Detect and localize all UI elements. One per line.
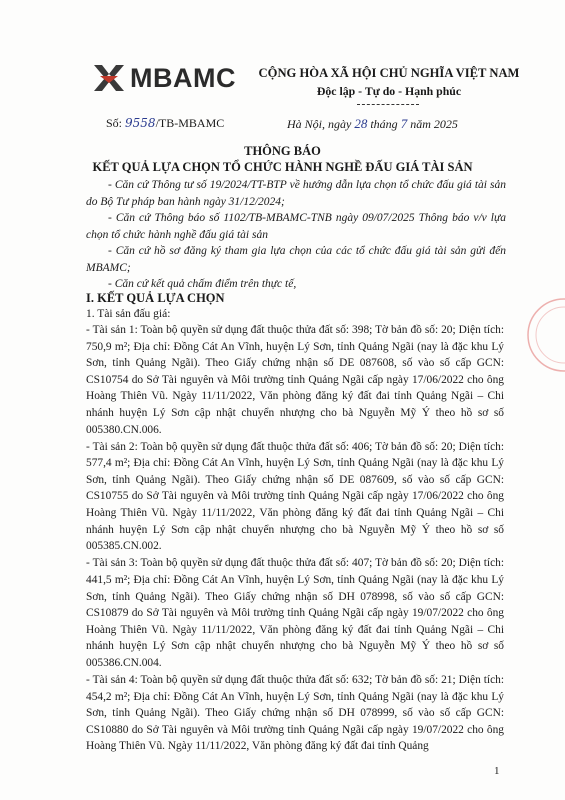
month-handwritten: 7	[400, 116, 408, 131]
section-subheading: 1. Tài sản đấu giá:	[86, 308, 171, 320]
asset-item: - Tài sản 3: Toàn bộ quyền sử dụng đất thuộc thửa đất số: 407; Tờ bản đồ số: 20; Diện tích: 441,5 m²; Địa chỉ: Đồng Cát An Vĩnh, huyện Lý Sơn, tỉnh Quảng Ngãi (nay là đặc khu Lý Sơn, tỉnh Quảng Ngãi). Theo Giấy chứng nhận số DH 078998, số vào số cấp GCN: CS10879 do Sở Tài nguyên và Môi trường tỉnh Quảng Ngãi cấp ngày 19/07/2022 cho ông Hoàng Thiên Vũ. Ngày 11/11/2022, Văn phòng đăng ký đất đai tỉnh Quảng Ngãi – Chi nhánh huyện Lý Sơn cập nhật chuyển nhượng cho bà Nguyễn Mỹ Ý theo hồ sơ số 005386.CN.004.	[86, 557, 504, 669]
place-date-prefix: Hà Nội, ngày	[287, 117, 352, 131]
motto-underline	[357, 104, 419, 105]
document-number	[106, 116, 224, 131]
basis-item: - Căn cứ Thông báo số 1102/TB-MBAMC-TNB ngày 09/07/2025 Thông báo v/v lựa chọn tổ chức hành nghề đấu giá tài sản	[86, 212, 506, 241]
doc-number-suffix: /TB-MBAMC	[155, 116, 225, 130]
mbamc-logo	[92, 62, 236, 94]
doc-number-handwritten: 9558	[125, 116, 156, 130]
national-motto: Độc lập - Tự do - Hạnh phúc	[316, 84, 462, 98]
asset-list	[86, 322, 504, 755]
place-and-date	[287, 116, 458, 132]
logo-wordmark: MBAMC	[130, 62, 236, 93]
day-handwritten: 28	[354, 116, 368, 131]
mbamc-logo-icon	[92, 63, 126, 93]
legal-basis	[86, 177, 506, 293]
national-title: CỘNG HÒA XÃ HỘI CHỦ NGHĨA VIỆT NAM	[258, 66, 520, 80]
document-subtitle: KẾT QUẢ LỰA CHỌN TỔ CHỨC HÀNH NGHỀ ĐẤU GIÁ TÀI SẢN	[92, 160, 473, 174]
month-label: tháng	[370, 117, 398, 131]
basis-item: - Căn cứ Thông tư số 19/2024/TT-BTP về hướng dẫn lựa chọn tổ chức đấu giá tài sản do Bộ Tư pháp ban hành ngày 31/12/2024;	[86, 179, 506, 208]
asset-item: - Tài sản 1: Toàn bộ quyền sử dụng đất thuộc thửa đất số: 398; Tờ bản đồ số: 20; Diện tích: 750,9 m²; Địa chỉ: Đồng Cát An Vĩnh, huyện Lý Sơn, tỉnh Quảng Ngãi (nay là đặc khu Lý Sơn, tỉnh Quảng Ngãi). Theo Giấy chứng nhận số DE 087608, số vào số cấp GCN: CS10754 do Sở Tài nguyên và Môi trường tỉnh Quảng Ngãi cấp ngày 17/06/2022 cho ông Hoàng Thiên Vũ. Ngày 11/11/2022, Văn phòng đăng ký đất đai tỉnh Quảng Ngãi – Chi nhánh huyện Lý Sơn cập nhật chuyển nhượng cho bà Nguyễn Mỹ Ý theo hồ sơ số 005380.CN.006.	[86, 324, 504, 436]
red-stamp-mark	[522, 290, 565, 380]
basis-item: - Căn cứ kết quả chấm điểm trên thực tế,	[108, 278, 297, 290]
page-number: 1	[494, 765, 500, 777]
section-heading: I. KẾT QUẢ LỰA CHỌN	[86, 291, 225, 305]
asset-item: - Tài sản 2: Toàn bộ quyền sử dụng đất thuộc thửa đất số: 406; Tờ bản đồ số: 20; Diện tích: 577,4 m²; Địa chỉ: Đồng Cát An Vĩnh, huyện Lý Sơn, tỉnh Quảng Ngãi (nay là đặc khu Lý Sơn, tỉnh Quảng Ngãi). Theo Giấy chứng nhận số DE 087609, số vào số cấp GCN: CS10755 do Sở Tài nguyên và Môi trường tỉnh Quảng Ngãi cấp ngày 17/06/2022 cho ông Hoàng Thiên Vũ. Ngày 11/11/2022, Văn phòng đăng ký đất đai tỉnh Quảng Ngãi – Chi nhánh huyện Lý Sơn cập nhật chuyển nhượng cho bà Nguyễn Mỹ Ý theo hồ sơ số 005385.CN.002.	[86, 440, 504, 553]
doc-number-prefix: Số:	[106, 116, 123, 130]
basis-item: - Căn cứ hồ sơ đăng ký tham gia lựa chọn của các tổ chức đấu giá tài sản gửi đến MBAMC;	[86, 245, 506, 274]
year-text: năm 2025	[410, 117, 458, 131]
document-title: THÔNG BÁO	[244, 144, 321, 158]
asset-item: - Tài sản 4: Toàn bộ quyền sử dụng đất thuộc thửa đất số: 632; Tờ bản đồ số: 21; Diện tích: 454,2 m²; Địa chỉ: Đồng Cát An Vĩnh, huyện Lý Sơn, tỉnh Quảng Ngãi (nay là đặc khu Lý Sơn, tỉnh Quảng Ngãi). Theo Giấy chứng nhận số DH 078999, số vào số cấp GCN: CS10880 do Sở Tài nguyên và Môi trường tỉnh Quảng Ngãi cấp ngày 19/07/2022 cho ông Hoàng Thiên Vũ. Ngày 11/11/2022, Văn phòng đăng ký đất đai tỉnh Quảng	[86, 673, 504, 753]
